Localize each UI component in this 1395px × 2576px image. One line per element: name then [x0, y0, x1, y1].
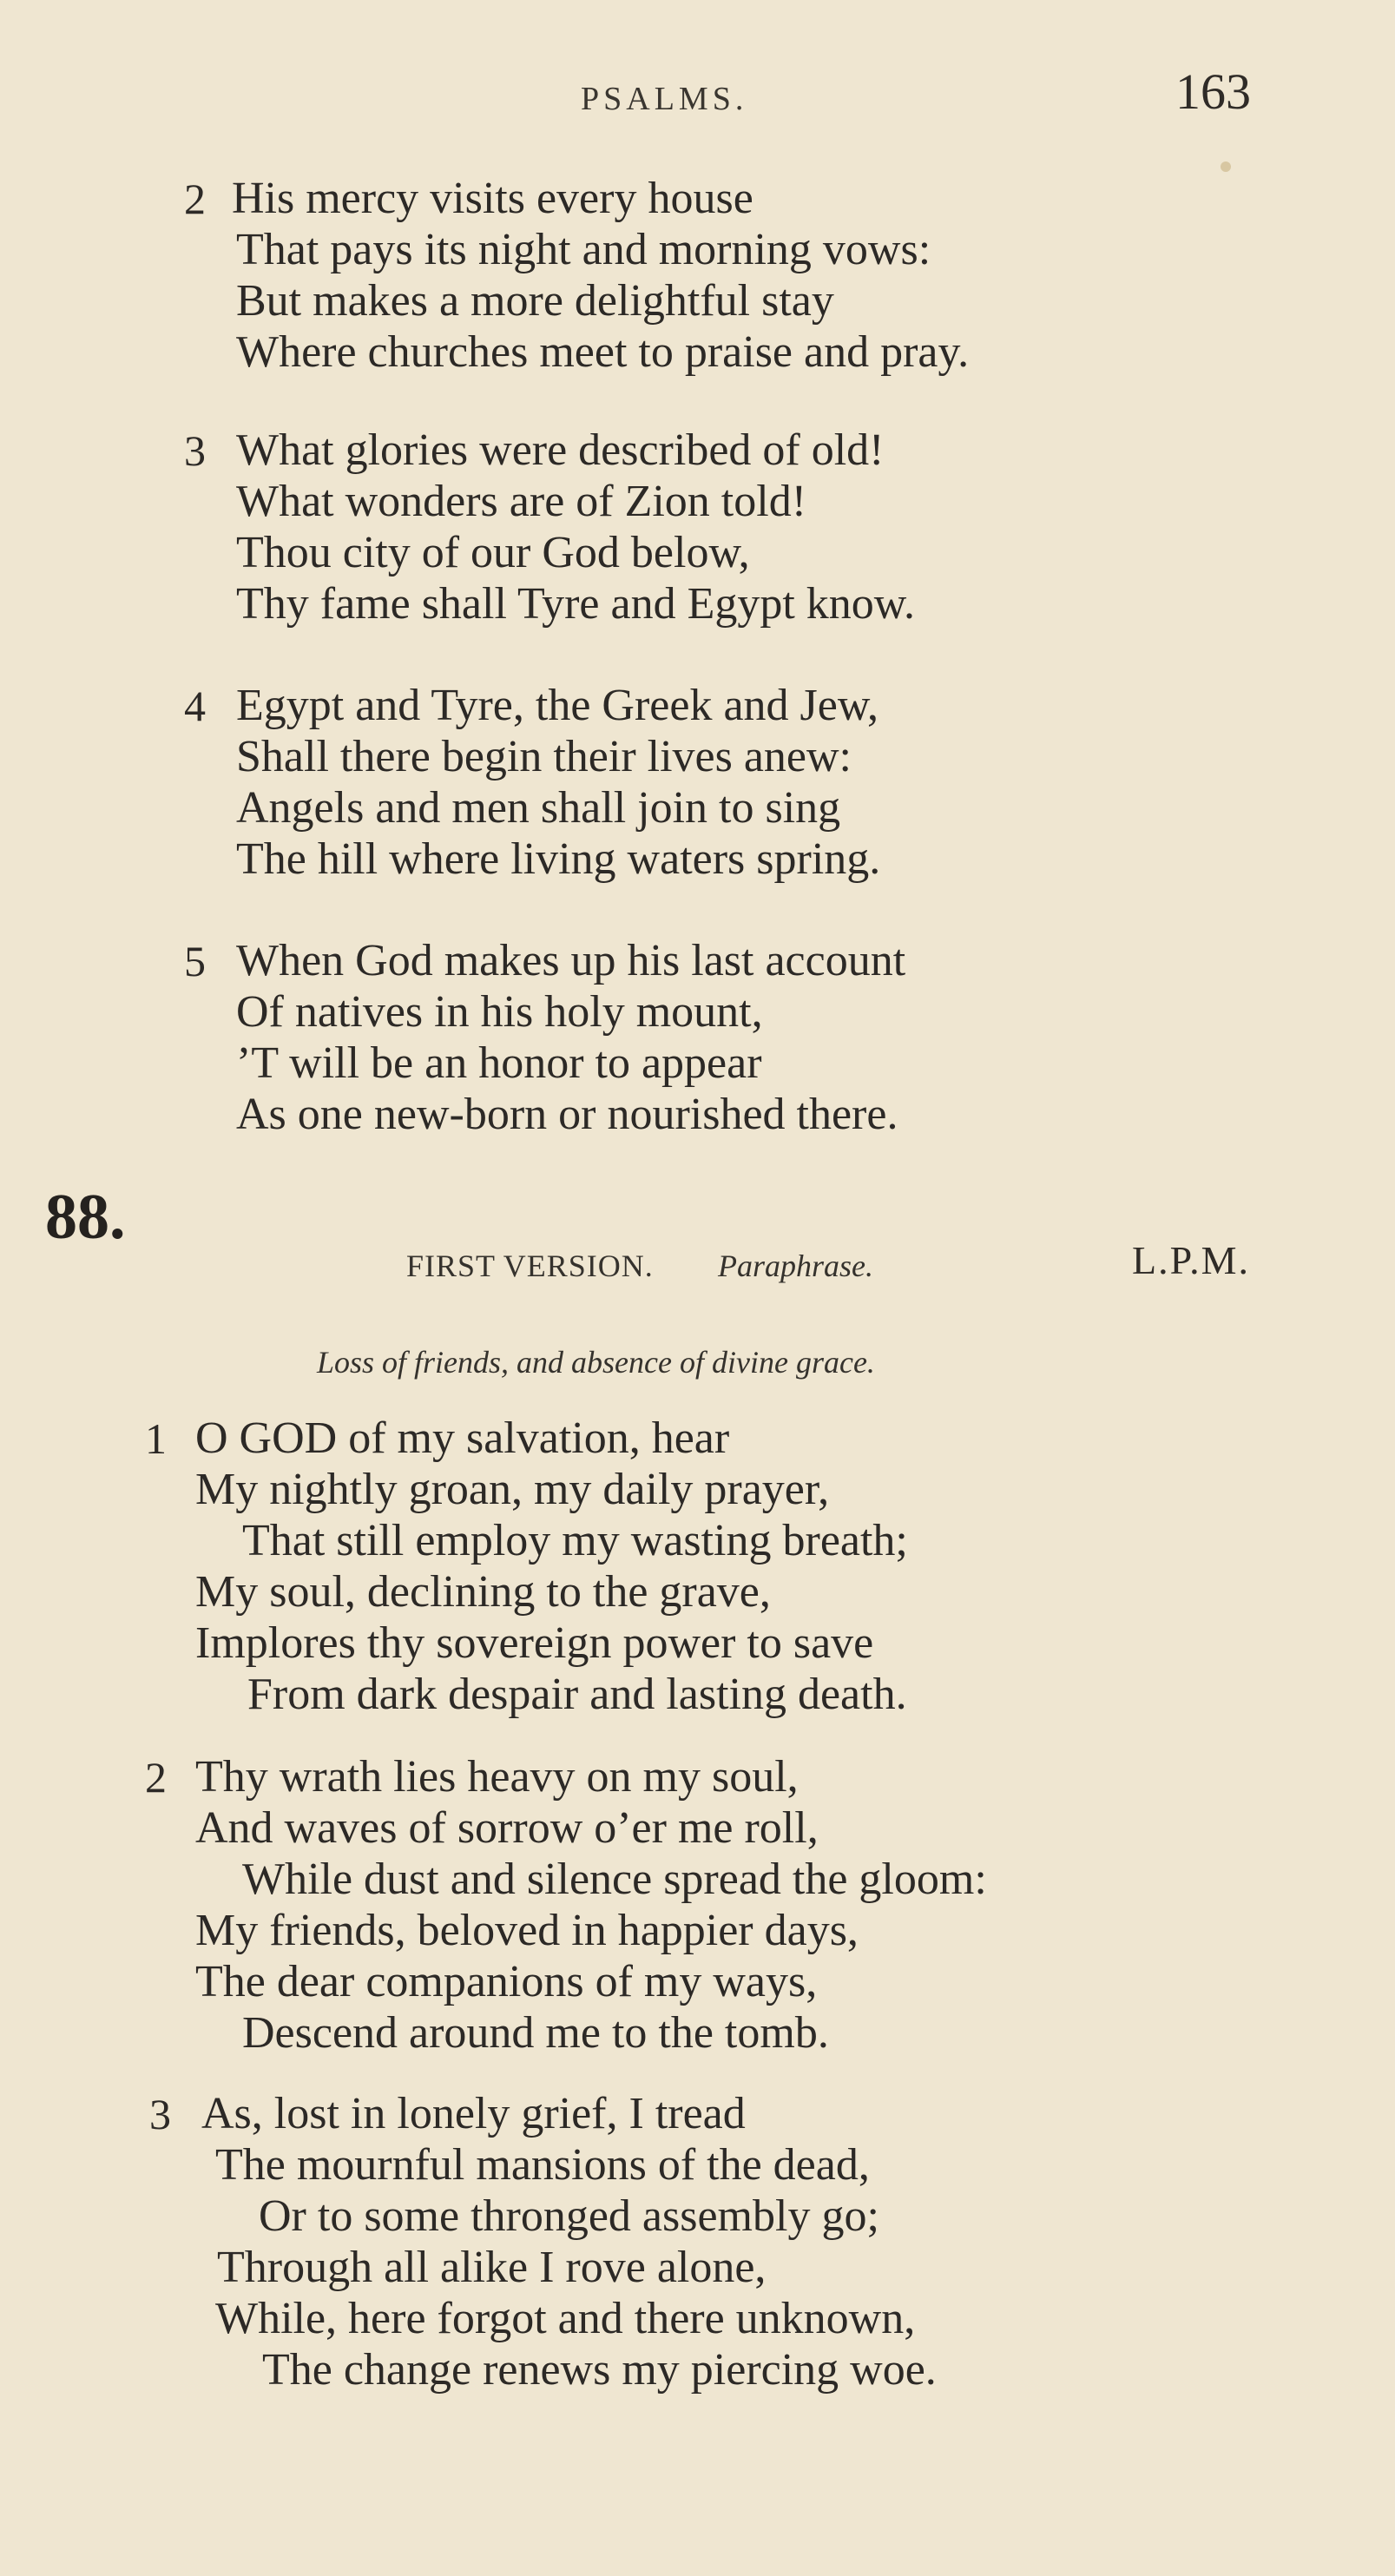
paper-stain — [1221, 161, 1231, 172]
verse-line: While dust and silence spread the gloom: — [242, 1855, 987, 1904]
verse-line: O GOD of my salvation, hear — [195, 1413, 730, 1463]
verse-line: The change renews my piercing woe. — [262, 2345, 937, 2395]
verse-line: My soul, declining to the grave, — [195, 1567, 771, 1617]
stanza-number: 2 — [145, 1753, 167, 1802]
verse-line: Through all alike I rove alone, — [217, 2243, 767, 2292]
verse-line: His mercy visits every house — [232, 174, 753, 223]
verse-line: The hill where living waters spring. — [236, 834, 881, 884]
verse-line: From dark despair and lasting death. — [247, 1670, 907, 1719]
verse-line: The mournful mansions of the dead, — [215, 2140, 870, 2190]
verse-line: As one new-born or nourished there. — [236, 1090, 898, 1139]
verse-line: Thou city of our God below, — [236, 528, 750, 577]
verse-line: As, lost in lonely grief, I tread — [201, 2089, 746, 2138]
verse-line: But makes a more delightful stay — [236, 276, 834, 326]
running-title: PSALMS. — [581, 81, 748, 117]
stanza-number: 1 — [145, 1414, 167, 1463]
verse-line: What wonders are of Zion told! — [236, 477, 807, 526]
verse-line: That still employ my wasting breath; — [242, 1516, 908, 1565]
stanza-number: 5 — [184, 937, 206, 985]
verse-line: Shall there begin their lives anew: — [236, 732, 852, 781]
hymn-number: 88. — [45, 1182, 126, 1253]
verse-line: That pays its night and morning vows: — [236, 225, 931, 274]
verse-line: Implores thy sovereign power to save — [195, 1618, 874, 1668]
verse-line: And waves of sorrow o’er me roll, — [195, 1803, 819, 1853]
verse-line: Descend around me to the tomb. — [242, 2008, 829, 2058]
stanza-number: 2 — [184, 175, 206, 223]
verse-line: Where churches meet to praise and pray. — [236, 327, 970, 377]
verse-line: Thy fame shall Tyre and Egypt know. — [236, 579, 915, 629]
paraphrase-label: Paraphrase. — [718, 1248, 873, 1283]
version-label: FIRST VERSION. — [406, 1248, 654, 1283]
page-number: 163 — [1175, 63, 1251, 120]
verse-line: Thy wrath lies heavy on my soul, — [195, 1752, 799, 1802]
verse-line: Egypt and Tyre, the Greek and Jew, — [236, 681, 879, 730]
verse-line: Of natives in his holy mount, — [236, 987, 763, 1037]
hymn-subtitle: Loss of friends, and absence of divine grace. — [317, 1345, 875, 1380]
verse-line: While, here forgot and there unknown, — [215, 2294, 916, 2343]
verse-line: My nightly groan, my daily prayer, — [195, 1465, 830, 1514]
verse-line: ’T will be an honor to appear — [236, 1038, 762, 1088]
verse-line: My friends, beloved in happier days, — [195, 1906, 859, 1955]
stanza-number: 3 — [184, 426, 206, 475]
verse-line: Or to some thronged assembly go; — [259, 2191, 879, 2241]
stanza-number: 3 — [149, 2090, 171, 2138]
stanza-number: 4 — [184, 682, 206, 730]
meter-label: L.P.M. — [1132, 1238, 1250, 1282]
verse-line: The dear companions of my ways, — [195, 1957, 818, 2006]
verse-line: What glories were described of old! — [236, 425, 885, 475]
verse-line: Angels and men shall join to sing — [236, 783, 841, 833]
verse-line: When God makes up his last account — [236, 936, 906, 985]
